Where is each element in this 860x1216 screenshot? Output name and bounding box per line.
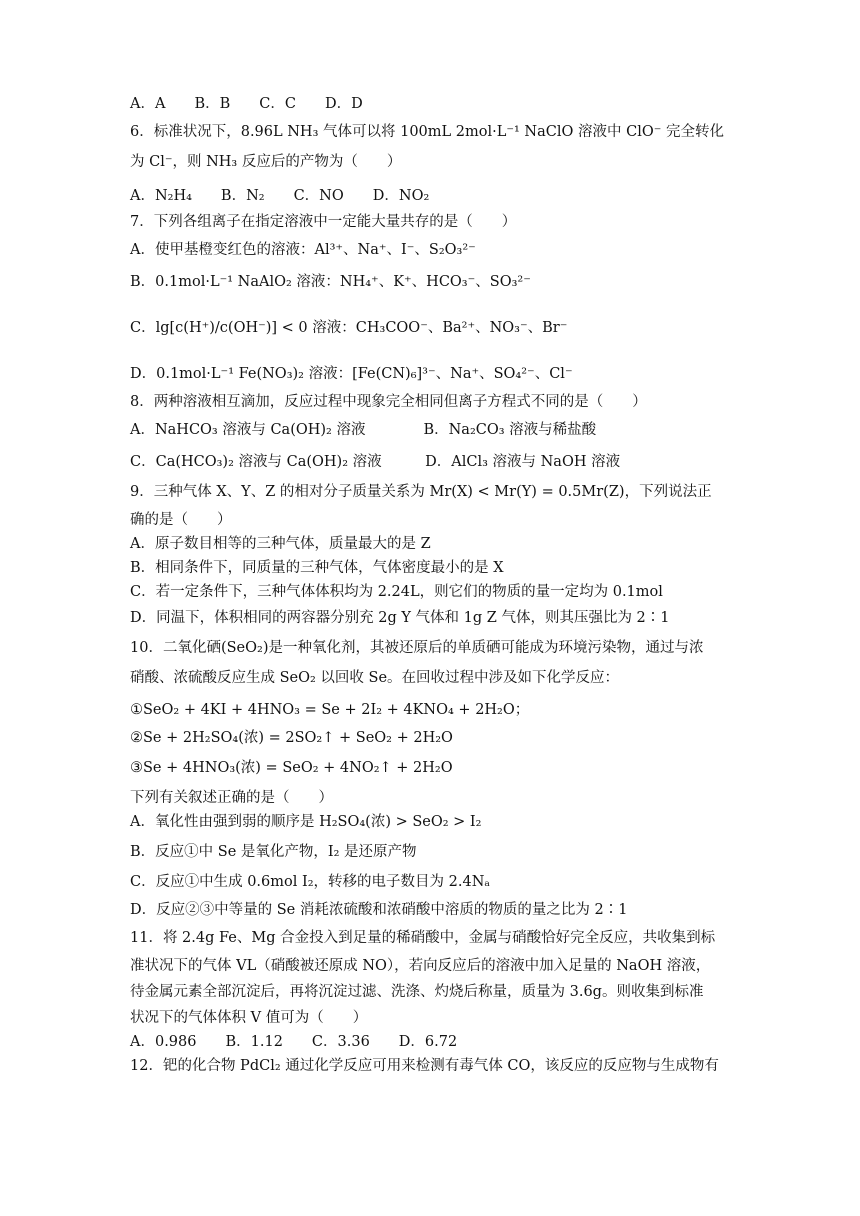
text-line: D．反应②③中等量的 Se 消耗浓硫酸和浓硝酸中溶质的物质的量之比为 2∶1 <box>130 902 628 918</box>
text-line: A．原子数目相等的三种气体，质量最大的是 Z <box>130 536 431 552</box>
text-line: C．lg[c(H⁺)/c(OH⁻)] < 0 溶液：CH₃COO⁻、Ba²⁺、NO₃⁻、Br⁻ <box>130 320 568 336</box>
text-line: C．若一定条件下，三种气体体积均为 2.24L，则它们的物质的量一定均为 0.1mol <box>130 584 663 600</box>
text-line: 硝酸、浓硫酸反应生成 SeO₂ 以回收 Se。在回收过程中涉及如下化学反应： <box>130 670 620 686</box>
text-line: 为 Cl⁻，则 NH₃ 反应后的产物为（ ） <box>130 154 402 170</box>
text-line: A．NaHCO₃ 溶液与 Ca(OH)₂ 溶液 B．Na₂CO₃ 溶液与稀盐酸 <box>130 422 597 438</box>
text-line: 11．将 2.4g Fe、Mg 合金投入到足量的稀硝酸中，金属与硝酸恰好完全反应，共收集到标 <box>130 930 716 946</box>
text-line: B．反应①中 Se 是氧化产物，I₂ 是还原产物 <box>130 844 417 860</box>
text-line: 下列有关叙述正确的是（ ） <box>130 790 333 806</box>
text-line: 8．两种溶液相互滴加，反应过程中现象完全相同但离子方程式不同的是（ ） <box>130 394 647 410</box>
text-line: ①SeO₂ + 4KI + 4HNO₃ = Se + 2I₂ + 4KNO₄ + 2H₂O； <box>130 702 530 718</box>
text-line: C．反应①中生成 0.6mol I₂，转移的电子数目为 2.4Nₐ <box>130 874 490 890</box>
text-line: 确的是（ ） <box>130 512 232 528</box>
text-line: ③Se + 4HNO₃(浓) = SeO₂ + 4NO₂↑ + 2H₂O <box>130 760 453 776</box>
text-line: 状况下的气体体积 V 值可为（ ） <box>130 1010 368 1026</box>
text-line: D．同温下，体积相同的两容器分别充 2g Y 气体和 1g Z 气体，则其压强比为 2∶1 <box>130 610 670 626</box>
text-line: A．使甲基橙变红色的溶液：Al³⁺、Na⁺、I⁻、S₂O₃²⁻ <box>130 242 476 258</box>
text-line: C．Ca(HCO₃)₂ 溶液与 Ca(OH)₂ 溶液 D．AlCl₃ 溶液与 NaOH 溶液 <box>130 454 621 470</box>
text-line: A．氧化性由强到弱的顺序是 H₂SO₄(浓) > SeO₂ > I₂ <box>130 814 482 830</box>
text-line: 12．钯的化合物 PdCl₂ 通过化学反应可用来检测有毒气体 CO，该反应的反应物与生成物有 <box>130 1058 719 1074</box>
text-line: 待金属元素全部沉淀后，再将沉淀过滤、洗涤、灼烧后称量，质量为 3.6g。则收集到标准 <box>130 984 704 1000</box>
text-line: 6．标准状况下，8.96L NH₃ 气体可以将 100mL 2mol·L⁻¹ NaClO 溶液中 ClO⁻ 完全转化 <box>130 124 724 140</box>
text-line: 10．二氧化硒(SeO₂)是一种氧化剂，其被还原后的单质硒可能成为环境污染物，通过与浓 <box>130 640 704 656</box>
text-line: 9．三种气体 X、Y、Z 的相对分子质量关系为 Mr(X) < Mr(Y) = 0.5Mr(Z)，下列说法正 <box>130 484 712 500</box>
text-line: 准状况下的气体 VL（硝酸被还原成 NO），若向反应后的溶液中加入足量的 NaOH 溶液， <box>130 958 711 974</box>
text-line: A．N₂H₄ B．N₂ C．NO D．NO₂ <box>130 188 430 204</box>
text-line: 7．下列各组离子在指定溶液中一定能大量共存的是（ ） <box>130 214 517 230</box>
text-line: A．0.986 B．1.12 C．3.36 D．6.72 <box>130 1034 458 1050</box>
text-line: D．0.1mol·L⁻¹ Fe(NO₃)₂ 溶液：[Fe(CN)₆]³⁻、Na⁺、SO₄²⁻、Cl⁻ <box>130 366 573 382</box>
text-line: A．A B．B C．C D．D <box>130 96 363 112</box>
text-line: B．0.1mol·L⁻¹ NaAlO₂ 溶液：NH₄⁺、K⁺、HCO₃⁻、SO₃²⁻ <box>130 274 531 290</box>
text-line: B．相同条件下，同质量的三种气体，气体密度最小的是 X <box>130 560 504 576</box>
text-line: ②Se + 2H₂SO₄(浓) = 2SO₂↑ + SeO₂ + 2H₂O <box>130 730 453 746</box>
